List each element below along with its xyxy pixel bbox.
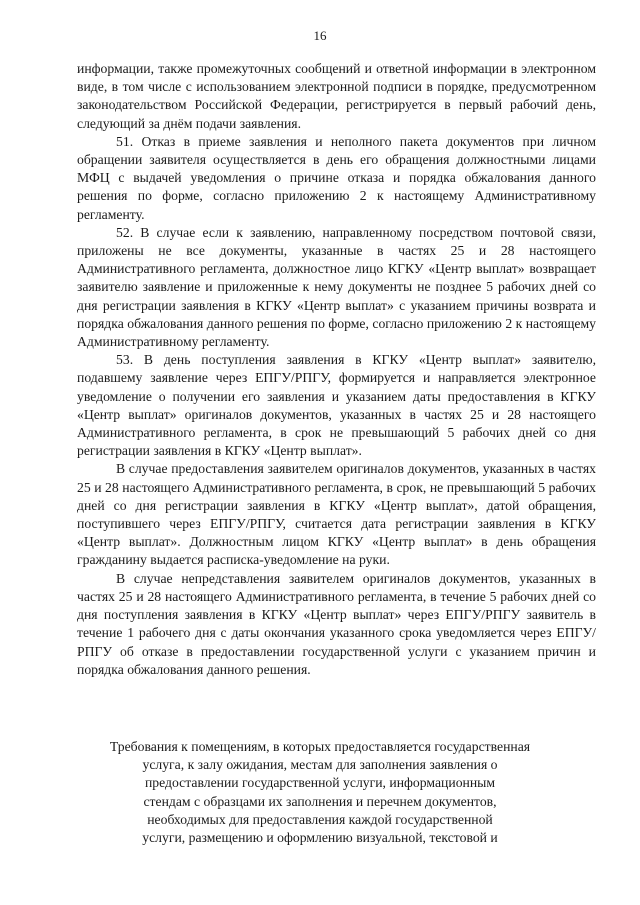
heading-line: необходимых для предоставления каждой государственной — [147, 811, 493, 827]
paragraph-52: 52. В случае если к заявлению, направленному посредством почтовой связи, приложены не все документы, указанные в частях 25 и 28 настоящего Административного регламента, должностное лицо КГКУ «Центр выплат» возвращает заявителю заявление и приложенные к нему документы не позднее 5 рабочих дней со дня регистрации заявления в КГКУ «Центр выплат» с указанием причины возврата и порядка обжалования данного решения по форме, согласно приложению 2 к настоящему Административному регламенту. — [77, 224, 596, 350]
heading-line: услуги, размещению и оформлению визуальной, текстовой и — [142, 830, 498, 846]
heading-line: предоставлении государственной услуги, информационным — [144, 775, 496, 791]
heading-line: стендам с образцами их заполнения и перечнем документов, — [143, 793, 497, 809]
paragraph-51: 51. Отказ в приеме заявления и неполного пакета документов при личном обращении заявителя осуществляется в день его обращения должностными лицами МФЦ с выдачей уведомления о причине отказа и порядка обжалования данного решения по форме, согласно приложению 2 к настоящему Административному регламенту. — [77, 133, 596, 222]
paragraph-originals-provided: В случае предоставления заявителем оригиналов документов, указанных в частях 25 и 28 настоящего Административного регламента, в срок, не превышающий 5 рабочих дней со дня регистрации заявления в КГКУ «Центр выплат», датой обращения, поступившего через ЕПГУ/РПГУ, считается дата регистрации заявления в КГКУ «Центр выплат». Должностным лицом КГКУ «Центр выплат» в день обращения гражданину выдается расписка-уведомление на руки. — [77, 461, 596, 568]
paragraph-continuation: информации, также промежуточных сообщений и ответной информации в электронном виде, в том числе с использованием электронной подписи в порядке, предусмотренном законодательством Российской Федерации, регистрируется в первый рабочий день, следующий за днём подачи заявления. — [77, 61, 596, 131]
heading-line: услуга, к залу ожидания, местам для заполнения заявления о — [142, 757, 498, 773]
paragraph-originals-not-provided: В случае непредставления заявителем оригиналов документов, указанных в частях 25 и 28 настоящего Административного регламента, в течение 5 рабочих дней со дня поступления заявления в КГКУ «Центр выплат» через ЕПГУ/РПГУ заявитель в течение 1 рабочего дня с даты окончания указанного срока уведомляется через ЕПГУ/РПГУ об отказе в предоставлении государственной услуги с указанием причин и порядка обжалования данного решения. — [77, 570, 596, 677]
page-number: 16 — [313, 28, 327, 43]
paragraph-53: 53. В день поступления заявления в КГКУ «Центр выплат» заявителю, подавшему заявление через ЕПГУ/РПГУ, формируется и направляется электронное уведомление о получении его заявления и указанием даты предоставления в КГКУ «Центр выплат» оригиналов документов, указанных в частях 25 и 28 настоящего Административного регламента, в срок не превышающий 5 рабочих дней со дня регистрации заявления в КГКУ «Центр выплат». — [77, 352, 596, 459]
heading-line: Требования к помещениям, в которых предоставляется государственная — [109, 739, 531, 754]
body-text — [77, 60, 596, 679]
section-heading — [90, 738, 550, 847]
